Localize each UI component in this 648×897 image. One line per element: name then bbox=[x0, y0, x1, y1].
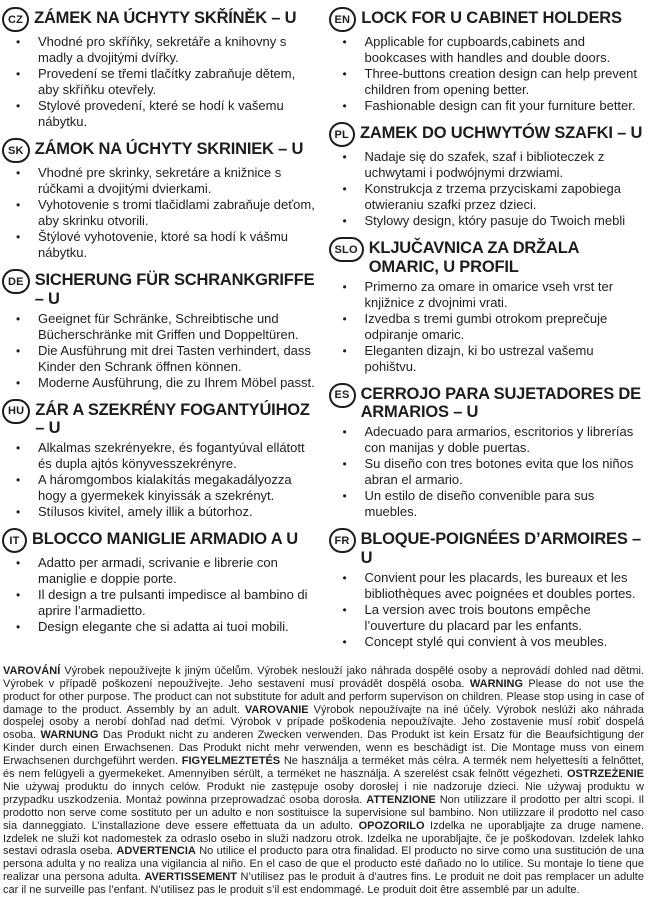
section-title: CERROJO PARA SUJETADORES DE ARMARIOS – U bbox=[360, 384, 641, 422]
section-title: BLOQUE-POIGNÉES D’ARMOIRES – U bbox=[360, 530, 642, 567]
feature-list bbox=[2, 34, 319, 130]
language-code-badge: SK bbox=[2, 138, 30, 163]
section-title: SICHERUNG FÜR SCHRANKGRIFFE – U bbox=[34, 271, 315, 308]
feature-item: • La version avec trois boutons empêche l’ouverture du placard par les enfants. bbox=[329, 602, 646, 634]
warning-language-label: ADVERTENCIA bbox=[116, 845, 196, 858]
warning-language-label: VAROVÁNÍ bbox=[3, 664, 61, 677]
section-header bbox=[2, 527, 319, 553]
section-title: ZÁMEK NA ÚCHYTY SKŘÍNĚK – U bbox=[34, 9, 297, 27]
section-header bbox=[329, 6, 646, 32]
language-section-hu bbox=[2, 398, 319, 521]
warning-sentence: No utilice el producto para otra finalidad. El producto no sirve como una sustitución de una persona adulta y no realiza una vigilancia al niño. En el caso de que el producto esté dañado no lo utilice. Su montaje lo tiene que realizar una persona adulta. bbox=[3, 845, 644, 884]
feature-list bbox=[329, 279, 646, 375]
section-header bbox=[2, 137, 319, 163]
feature-item: • Adecuado para armarios, escritorios y librerías con manijas y doble puertas. bbox=[329, 424, 646, 456]
feature-item: • Alkalmas szekrényekre, és fogantyúval ellátott és dupla ajtós könyvesszekrényre. bbox=[2, 440, 319, 472]
left-column bbox=[2, 6, 319, 642]
language-section-fr bbox=[329, 527, 646, 650]
section-title: ZÁMOK NA ÚCHYTY SKRINIEK – U bbox=[34, 140, 304, 158]
section-header bbox=[2, 6, 319, 32]
language-code-badge: SLO bbox=[329, 237, 364, 262]
feature-item: • Adatto per armadi, scrivanie e librerie con maniglie e doppie porte. bbox=[2, 555, 319, 587]
warning-language-label: FIGYELMEZTETÉS bbox=[181, 755, 281, 768]
feature-item: • Concept stylé qui convient à vos meubles. bbox=[329, 634, 646, 650]
section-header bbox=[329, 527, 646, 568]
feature-item: • Stylowy design, który pasuje do Twoich mebli bbox=[329, 213, 646, 229]
feature-item: • Izvedba s tremi gumbi otrokom preprečuje odpiranje omaric. bbox=[329, 311, 646, 343]
feature-list bbox=[2, 311, 319, 391]
feature-list bbox=[329, 149, 646, 229]
warning-sentence: N’utilisez pas le produit à d’autres fins. Le produit ne doit pas remplacer un adulte car il ne surveille pas l’enfant. N’utilisez pas le produit s’il est endommagé. Le produit doit être assemblé par un adulte. bbox=[3, 871, 644, 897]
section-header bbox=[2, 398, 319, 439]
section-title: ZAMEK DO UCHWYTÓW SZAFKI – U bbox=[359, 124, 643, 142]
feature-item: • Moderne Ausführung, die zu Ihrem Möbel passt. bbox=[2, 375, 319, 391]
warning-language-label: WARNUNG bbox=[40, 729, 99, 742]
language-columns bbox=[2, 6, 645, 657]
feature-item: • Geeignet für Schränke, Schreibtische und Bücherschränke mit Griffen und Doppeltüren. bbox=[2, 311, 319, 343]
language-section-en bbox=[329, 6, 646, 114]
feature-item: • Vhodné pre skrinky, sekretáre a knižnice s rúčkami a dvojitými dvierkami. bbox=[2, 165, 319, 197]
warning-sentence: Výrobek nepoužívejte k jiným účelům. Výrobek neslouží jako náhrada dospělé osoby a neprovádí dohled nad dětmi. Výrobek v případě poškození nepoužívejte. Jeho sestavení musí provádět dospělá osoba. bbox=[3, 664, 644, 690]
feature-list bbox=[329, 424, 646, 520]
warning-language-label: AVERTISSEMENT bbox=[144, 871, 238, 884]
feature-item: • Design elegante che si adatta ai tuoi mobili. bbox=[2, 619, 319, 635]
warning-paragraph bbox=[3, 665, 644, 897]
language-section-es bbox=[329, 382, 646, 521]
feature-item: • Convient pour les placards, les bureaux et les bibliothèques avec poignées et doubles portes. bbox=[329, 570, 646, 602]
section-header bbox=[329, 382, 646, 423]
feature-item: • Nadaje się do szafek, szaf i biblioteczek z uchwytami i podwójnymi drzwiami. bbox=[329, 149, 646, 181]
language-code-badge: CZ bbox=[2, 7, 29, 32]
feature-item: • Primerno za omare in omarice vseh vrst ter knjižnice z dvojnimi vrati. bbox=[329, 279, 646, 311]
section-header bbox=[329, 236, 646, 277]
feature-item: • A háromgombos kialakítás megakadályozza hogy a gyermekek kinyissák a szekrényt. bbox=[2, 472, 319, 504]
feature-item: • Vyhotovenie s tromi tlačidlami zabraňuje deťom, aby skrinku otvorili. bbox=[2, 197, 319, 229]
warning-sentence: Izdelka ne uporabljajte za druge namene. Izdelek ne služi kot nadomestek za odraslo osebo in služi nadzoru otrok. Izdelka ne uporabljajte, če je poškodovan. Izdelek lahko sestavi odrasla oseba. bbox=[3, 819, 645, 858]
language-code-badge: HU bbox=[2, 399, 30, 424]
language-code-badge: ES bbox=[329, 383, 356, 408]
warning-language-label: OPOZORILO bbox=[358, 819, 425, 832]
warning-sentence: Nie używaj produktu do innych celów. Produkt nie zastępuje osoby dorosłej i nie nadzoruje dzieci. Nie używaj produktu w przypadku uszkodzenia. Montaż powinna przeprowadzać osoba dorosła. bbox=[3, 780, 644, 806]
feature-list bbox=[329, 570, 646, 650]
warning-sentence: Výrobok nepoužívajte na iné účely. Výrobok neslúži ako náhrada dospelej osoby a nerobí dohľad nad deťmi. Výrobok v prípade poškodenia nepoužívajte. Jeho zostavenie musí robiť dospelá osoba. bbox=[3, 703, 644, 742]
feature-item: • Three-buttons creation design can help prevent children from opening better. bbox=[329, 66, 646, 98]
feature-item: • Il design a tre pulsanti impedisce al bambino di aprire l’armadietto. bbox=[2, 587, 319, 619]
warning-language-label: ATTENZIONE bbox=[366, 793, 436, 806]
section-header bbox=[2, 268, 319, 309]
feature-item: • Vhodné pro skříňky, sekretáře a knihovny s madly a dvojitými dvířky. bbox=[2, 34, 319, 66]
feature-item: • Eleganten dizajn, ki bo ustrezal vašemu pohištvu. bbox=[329, 343, 646, 375]
feature-item: • Stílusos kivitel, amely illik a bútorhoz. bbox=[2, 504, 319, 520]
language-code-badge: FR bbox=[329, 528, 356, 553]
warning-language-label: OSTRZEŻENIE bbox=[566, 768, 644, 781]
language-code-badge: EN bbox=[329, 7, 357, 32]
language-section-sk bbox=[2, 137, 319, 261]
feature-item: • Su diseño con tres botones evita que los niños abran el armario. bbox=[329, 456, 646, 488]
section-title: LOCK FOR U CABINET HOLDERS bbox=[361, 9, 622, 27]
feature-item: • Provedení se třemi tlačítky zabraňuje dětem, aby skříňku otevřely. bbox=[2, 66, 319, 98]
warning-language-label: WARNING bbox=[469, 677, 524, 690]
section-title: BLOCCO MANIGLIE ARMADIO A U bbox=[32, 530, 298, 549]
feature-list bbox=[2, 555, 319, 635]
feature-list bbox=[329, 34, 646, 114]
language-section-slo bbox=[329, 236, 646, 375]
feature-item: • Die Ausführung mit drei Tasten verhindert, dass Kinder den Schrank öffnen können. bbox=[2, 343, 319, 375]
warning-sentence: Please do not use the product for other purpose. The product can not substitute for adult and perform supervison on children. Please stop using in case of damage to the product. Assembly by an adult. bbox=[3, 677, 645, 716]
language-code-badge: DE bbox=[2, 269, 30, 294]
feature-item: • Stylové provedení, které se hodí k vašemu nábytku. bbox=[2, 98, 319, 130]
feature-item: • Fashionable design can fit your furniture better. bbox=[329, 98, 646, 114]
section-title: ZÁR A SZEKRÉNY FOGANTYÚIHOZ – U bbox=[35, 400, 310, 438]
feature-item: • Applicable for cupboards,cabinets and bookcases with handles and double doors. bbox=[329, 34, 646, 66]
warning-sentence: Non utilizzare il prodotto per altri scopi. Il prodotto non serve come sostituto per un adulto e non sostituisce la supervisione sul bambino. Non utilizzare il prodotto nel caso sia danneggiato. L’installazione deve essere effettuata da un adulto. bbox=[3, 793, 644, 832]
right-column bbox=[329, 6, 646, 657]
feature-list bbox=[2, 440, 319, 520]
feature-list bbox=[2, 165, 319, 261]
language-section-it bbox=[2, 527, 319, 635]
language-section-pl bbox=[329, 121, 646, 229]
language-section-cz bbox=[2, 6, 319, 130]
warning-sentence: Ne használja a terméket más célra. A termék nem helyettesíti a felnőttet, és nem felügyeli a gyermekeket. Amennyiben sérült, a terméket ne használja. A szerelést csak felnőtt végezheti. bbox=[3, 755, 645, 781]
feature-item: • Štýlové vyhotovenie, ktoré sa hodí k vášmu nábytku. bbox=[2, 229, 319, 261]
section-title: KLJUČAVNICA ZA DRŽALA OMARIC, U PROFIL bbox=[368, 239, 579, 276]
language-code-badge: PL bbox=[329, 122, 355, 147]
section-header bbox=[329, 121, 646, 147]
language-code-badge: IT bbox=[2, 528, 27, 553]
warning-language-label: VAROVANIE bbox=[244, 703, 309, 716]
feature-item: • Konstrukcja z trzema przyciskami zapobiega otwieraniu szafki przez dzieci. bbox=[329, 181, 646, 213]
feature-item: • Un estilo de diseño convenible para sus muebles. bbox=[329, 488, 646, 520]
warning-sentence: Das Produkt nicht zu anderen Zwecken verwenden. Das Produkt ist kein Ersatz für die Beaufsichtigung der Kinder durch einen Erwachsenen. Das Produkt nicht mehr verwenden, wenn es beschädigt ist. Die Montage muss von einem Erwachsenen durchgeführt werden. bbox=[3, 729, 644, 768]
language-section-de bbox=[2, 268, 319, 391]
